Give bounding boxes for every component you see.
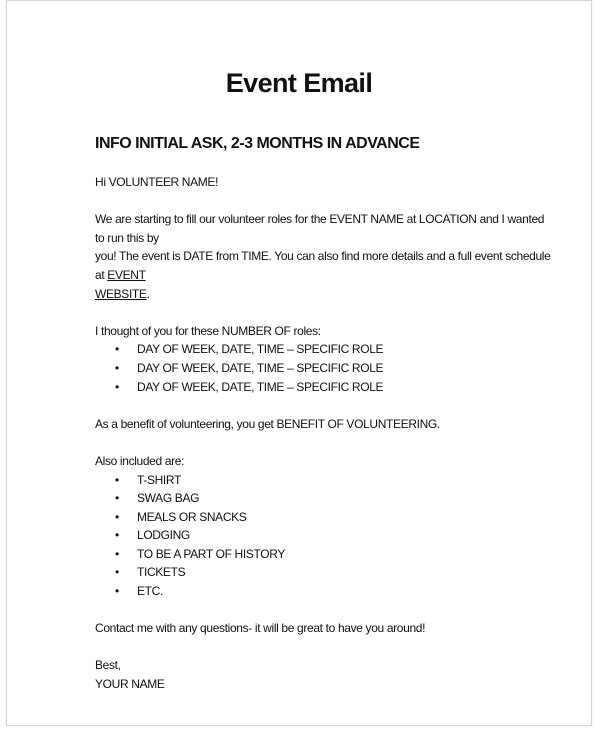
included-text: TO BE A PART OF HISTORY — [137, 546, 286, 561]
list-item — [95, 508, 555, 527]
list-item — [95, 489, 555, 508]
list-item — [95, 378, 555, 397]
bullet-icon: • — [115, 528, 119, 543]
role-text: DAY OF WEEK, DATE, TIME – SPECIFIC ROLE — [137, 360, 384, 375]
list-item — [95, 582, 555, 601]
included-list — [95, 471, 555, 601]
list-item — [95, 340, 555, 359]
intro-period: . — [146, 286, 150, 301]
section-heading: INFO INITIAL ASK, 2-3 MONTHS IN ADVANCE — [95, 135, 420, 152]
bullet-icon: • — [115, 472, 119, 487]
roles-intro: I thought of you for these NUMBER OF roles: — [95, 323, 321, 338]
included-text: SWAG BAG — [137, 491, 200, 506]
bullet-icon: • — [115, 546, 119, 561]
bullet-icon: • — [115, 491, 119, 506]
included-text: LODGING — [137, 528, 190, 543]
event-website-link-part-2[interactable]: WEBSITE — [95, 286, 147, 301]
document-page — [6, 0, 592, 726]
list-item — [95, 526, 555, 545]
contact-text: Contact me with any questions- it will be great to have you around! — [95, 621, 426, 636]
list-item — [95, 471, 555, 490]
signature: YOUR NAME — [95, 677, 165, 692]
intro-line-2: you! The event is DATE from TIME. You can also find more details and a full event schedule at — [95, 249, 551, 282]
role-text: DAY OF WEEK, DATE, TIME – SPECIFIC ROLE — [137, 379, 384, 394]
benefit-text: As a benefit of volunteering, you get BENEFIT OF VOLUNTEERING. — [95, 416, 440, 431]
email-body — [95, 173, 555, 694]
role-text: DAY OF WEEK, DATE, TIME – SPECIFIC ROLE — [137, 342, 384, 357]
list-item — [95, 359, 555, 378]
roles-list — [95, 340, 555, 396]
included-text: TICKETS — [137, 565, 186, 580]
included-text: MEALS OR SNACKS — [137, 509, 247, 524]
list-item — [95, 545, 555, 564]
included-text: T-SHIRT — [137, 472, 181, 487]
document-title: Event Email — [225, 68, 373, 98]
bullet-icon: • — [115, 584, 119, 599]
greeting: Hi VOLUNTEER NAME! — [95, 175, 219, 189]
bullet-icon: • — [115, 509, 119, 524]
intro-line-1: We are starting to fill our volunteer roles for the EVENT NAME at LOCATION and I wanted to run this by — [95, 212, 545, 245]
list-item — [95, 563, 555, 582]
included-text: ETC. — [137, 584, 163, 599]
signoff: Best, — [95, 658, 121, 673]
included-intro: Also included are: — [95, 453, 185, 468]
bullet-icon: • — [115, 379, 119, 394]
intro-paragraph — [95, 210, 555, 303]
event-website-link-part-1[interactable]: EVENT — [107, 267, 146, 282]
bullet-icon: • — [115, 360, 119, 375]
bullet-icon: • — [115, 342, 119, 357]
bullet-icon: • — [115, 565, 119, 580]
